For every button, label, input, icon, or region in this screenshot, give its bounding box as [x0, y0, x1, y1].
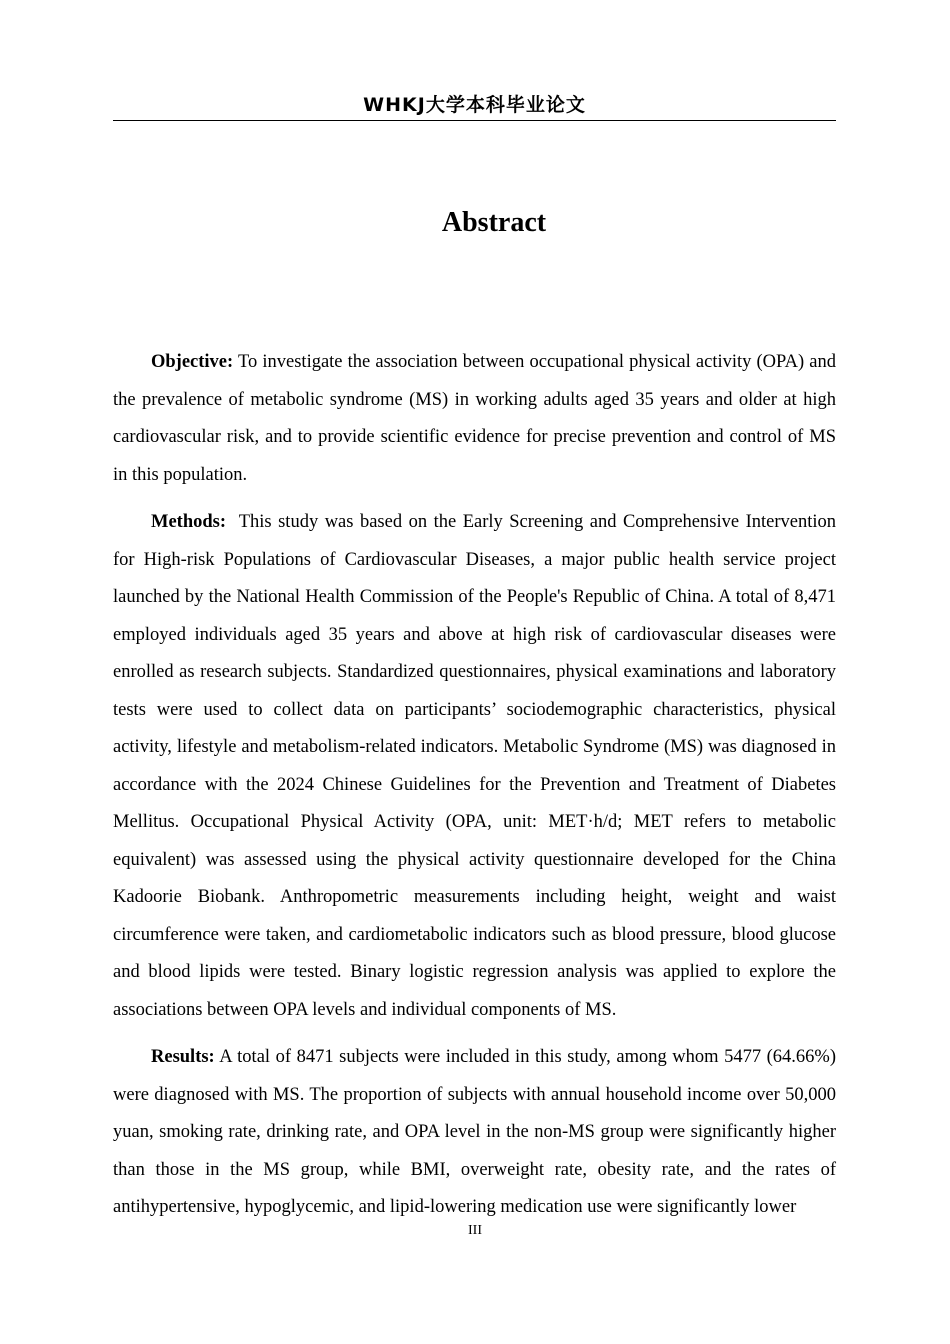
- running-header: [113, 92, 836, 121]
- header-title: WHKJ大学本科毕业论文: [363, 94, 586, 116]
- methods-label: Methods:: [151, 512, 227, 532]
- objective-paragraph: [113, 344, 836, 494]
- abstract-body: [113, 344, 841, 1237]
- objective-label: Objective:: [151, 352, 234, 372]
- results-label: Results:: [151, 1047, 215, 1067]
- results-paragraph: [113, 1039, 836, 1227]
- page-number: III: [468, 1223, 482, 1238]
- page-title: Abstract: [441, 207, 547, 238]
- methods-paragraph: [113, 504, 841, 1029]
- methods-text: This study was based on the Early Screening and Comprehensive Intervention for High-risk Populations of Cardiovascular Diseases, a major public health service project launched by the National Health Commission of the People's Republic of China. A total of 8,471 employed individuals aged 35 years and above at high risk of cardiovascular diseases were enrolled as research subjects. Standardized questionnaires, physical examinations and laboratory tests were used to collect data on participants’ sociodemographic characteristics, physical activity, lifestyle and metabolism-related indicators. Metabolic Syndrome (MS) was diagnosed in accordance with the 2024 Chinese Guidelines for the Prevention and Treatment of Diabetes Mellitus. Occupational Physical Activity (OPA, unit: MET·h/d; MET refers to metabolic equivalent) was assessed using the physical activity questionnaire developed for the China Kadoorie Biobank. Anthropometric measurements including height, weight and waist circumference were taken, and cardiometabolic indicators such as blood pressure, blood glucose and blood lipids were tested. Binary logistic regression analysis was applied to explore the associations between OPA levels and individual components of MS.: [113, 512, 841, 1020]
- results-text: A total of 8471 subjects were included in this study, among whom 5477 (64.66%) were diagnosed with MS. The proportion of subjects with annual household income over 50,000 yuan, smoking rate, drinking rate, and OPA level in the non-MS group were significantly higher than those in the MS group, while BMI, overweight rate, obesity rate, and the rates of antihypertensive, hypoglycemic, and lipid-lowering medication use were significantly lower: [113, 1047, 836, 1217]
- objective-text: To investigate the association between occupational physical activity (OPA) and the prevalence of metabolic syndrome (MS) in working adults aged 35 years and older at high cardiovascular risk, and to provide scientific evidence for precise prevention and control of MS in this population.: [113, 352, 836, 485]
